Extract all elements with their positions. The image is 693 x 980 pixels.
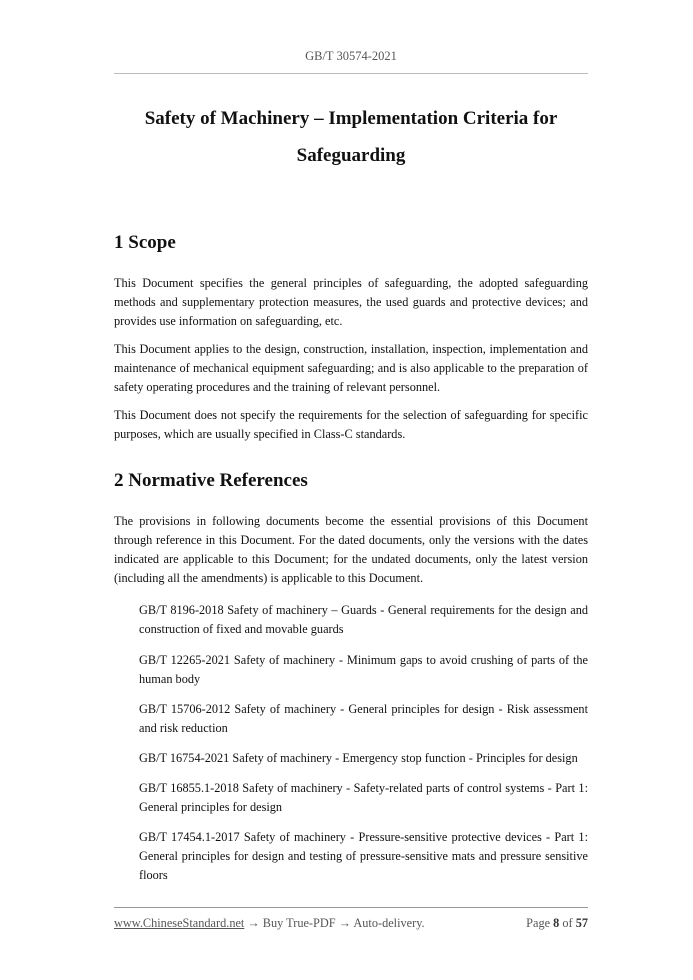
paragraph: This Document specifies the general principles of safeguarding, the adopted safeguarding methods and supplementary protection measures, the used guards and protective devices; and provides use information on safeguarding, etc.	[114, 276, 588, 328]
of-label: of	[562, 916, 573, 930]
header-doc-code: GB/T 30574-2021	[305, 49, 397, 63]
footer	[114, 916, 588, 931]
section-heading-normative-references: 2 Normative References	[114, 470, 308, 491]
footer-divider	[114, 907, 588, 908]
website-link[interactable]: www.ChineseStandard.net	[114, 916, 245, 930]
document-body	[114, 100, 588, 885]
reference-item: GB/T 16754-2021 Safety of machinery - Emergency stop function - Principles for design	[139, 751, 578, 765]
arrow-icon: →	[247, 916, 260, 930]
header-divider	[114, 73, 588, 74]
total-pages: 57	[575, 916, 588, 930]
section-heading-scope: 1 Scope	[114, 232, 176, 253]
current-page: 8	[553, 916, 560, 930]
paragraph: The provisions in following documents become the essential provisions of this Document through reference in this Document. For the dated documents, only the versions with the dates indicated are applicable to this Document; for the undated documents, only the latest version (including all the amendments) is applicable to this Document.	[114, 514, 588, 585]
reference-item: GB/T 17454.1-2017 Safety of machinery - Pressure-sensitive protective devices - Part 1: General principles for design and testing of pressure-sensitive mats and pressure sensitive floors	[139, 830, 588, 882]
title-line-2: Safeguarding	[296, 145, 406, 166]
buy-text: Buy True-PDF	[262, 916, 336, 930]
reference-item: GB/T 16855.1-2018 Safety of machinery - Safety-related parts of control systems - Part 1: General principles for design	[139, 781, 588, 814]
reference-item: GB/T 15706-2012 Safety of machinery - General principles for design - Risk assessment and risk reduction	[139, 702, 588, 735]
reference-item: GB/T 12265-2021 Safety of machinery - Minimum gaps to avoid crushing of parts of the human body	[139, 653, 588, 686]
arrow-icon: →	[338, 916, 351, 930]
reference-item: GB/T 8196-2018 Safety of machinery – Guards - General requirements for the design and construction of fixed and movable guards	[139, 603, 588, 636]
paragraph: This Document does not specify the requirements for the selection of safeguarding for specific purposes, which are usually specified in Class-C standards.	[114, 408, 588, 441]
footer-left	[114, 916, 425, 931]
title-line-1: Safety of Machinery – Implementation Criteria for	[144, 108, 558, 129]
page-number	[526, 916, 588, 931]
page-title	[114, 100, 588, 174]
page-label: Page	[526, 916, 551, 930]
delivery-text: Auto-delivery.	[353, 916, 425, 930]
paragraph: This Document applies to the design, construction, installation, inspection, implementation and maintenance of mechanical equipment safeguarding; and is also applicable to the preparation of safety operating procedures and the training of relevant personnel.	[114, 342, 588, 394]
